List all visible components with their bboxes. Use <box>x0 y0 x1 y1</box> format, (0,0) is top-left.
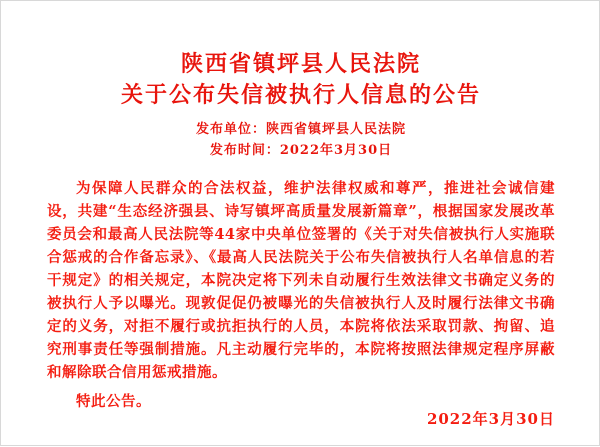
notice-title <box>25 49 577 111</box>
issuer-label: 发布单位：陕西省镇坪县人民法院 <box>195 122 406 137</box>
closing-text: 特此公告。 <box>76 393 151 410</box>
signature-date: 2022年3月30日 <box>426 410 555 428</box>
notice-body <box>25 177 577 413</box>
publish-time-label: 发布时间：2022年3月30日 <box>209 143 393 158</box>
title-line-1: 陕西省镇坪县人民法院 <box>180 51 421 77</box>
public-notice <box>1 1 600 447</box>
notice-meta <box>25 119 577 161</box>
body-paragraph: 为保障人民群众的合法权益，维护法律权威和尊严，推进社会诚信建设，共建“生态经济强县、诗写镇坪高质量发展新篇章”，根据国家发展改革委员会和最高人民法院等44家中央单位签署的《关于对失信被执行人实施联合惩戒的合作备忘录》、《最高人民法院关于公布失信被执行人名单信息的若干规定》的相关规定，本院决定将下列未自动履行生效法律文书确定义务的被执行人予以曝光。现敦促促仍被曝光的失信被执行人及时履行法律文书确定的义务，对拒不履行或抗拒执行的人员，本院将依法采取罚款、拘留、追究刑事责任等强制措施。凡主动履行完毕的，本院将按照法律规定程序屏蔽和解除联合信用惩戒措施。 <box>47 180 555 381</box>
title-line-2: 关于公布失信被执行人信息的公告 <box>120 82 481 108</box>
